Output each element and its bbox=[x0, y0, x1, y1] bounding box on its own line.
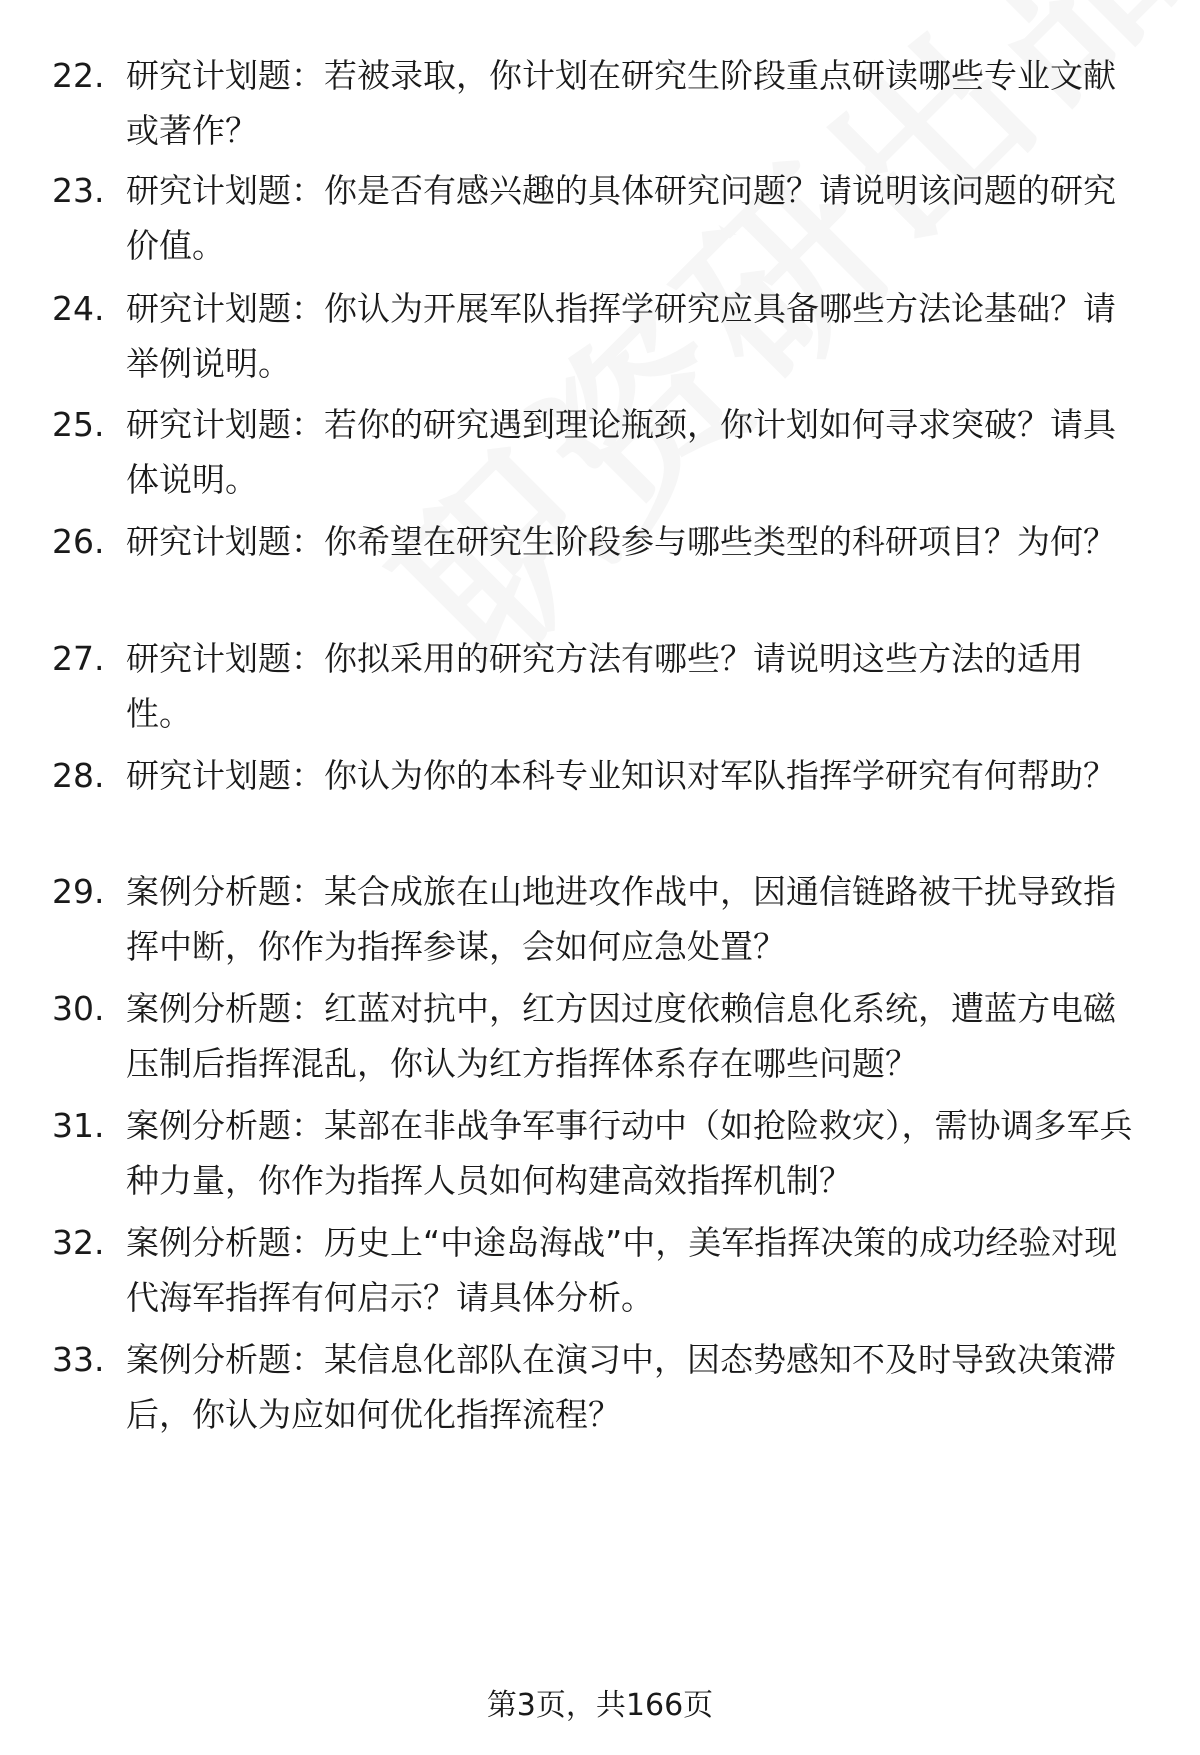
question-number: 22. bbox=[52, 56, 105, 95]
question-text: 案例分析题：红蓝对抗中，红方因过度依赖信息化系统，遭蓝方电磁压制后指挥混乱，你认为红方指挥体系存在哪些问题？ bbox=[126, 989, 1116, 1083]
question-text: 案例分析题：某部在非战争军事行动中（如抢险救灾），需协调多军兵种力量，你作为指挥人员如何构建高效指挥机制？ bbox=[126, 1106, 1133, 1200]
question-25 bbox=[52, 397, 1147, 507]
question-number: 30. bbox=[52, 989, 105, 1028]
question-text: 研究计划题：你认为开展军队指挥学研究应具备哪些方法论基础？请举例说明。 bbox=[126, 289, 1116, 383]
question-text: 研究计划题：若被录取，你计划在研究生阶段重点研读哪些专业文献或著作？ bbox=[126, 56, 1116, 150]
question-22 bbox=[52, 48, 1147, 158]
page-number: 第3页，共166页 bbox=[486, 1688, 714, 1723]
question-number: 27. bbox=[52, 639, 105, 678]
question-30 bbox=[52, 981, 1147, 1091]
question-number: 31. bbox=[52, 1106, 105, 1145]
question-29 bbox=[52, 864, 1147, 974]
question-text: 案例分析题：某合成旅在山地进攻作战中，因通信链路被干扰导致指挥中断，你作为指挥参谋，会如何应急处置？ bbox=[126, 872, 1116, 966]
question-text: 研究计划题：你拟采用的研究方法有哪些？请说明这些方法的适用性。 bbox=[126, 639, 1083, 733]
question-number: 32. bbox=[52, 1223, 105, 1262]
question-31 bbox=[52, 1098, 1147, 1208]
question-33 bbox=[52, 1332, 1147, 1442]
question-23 bbox=[52, 163, 1147, 273]
question-number: 24. bbox=[52, 289, 105, 328]
question-number: 25. bbox=[52, 405, 105, 444]
question-text: 研究计划题：你认为你的本科专业知识对军队指挥学研究有何帮助？ bbox=[126, 756, 1116, 795]
question-26 bbox=[52, 514, 1147, 569]
page-footer bbox=[0, 1680, 1200, 1724]
question-text: 研究计划题：你是否有感兴趣的具体研究问题？请说明该问题的研究价值。 bbox=[126, 171, 1116, 265]
question-number: 23. bbox=[52, 171, 105, 210]
question-text: 案例分析题：某信息化部队在演习中，因态势感知不及时导致决策滞后，你认为应如何优化指挥流程？ bbox=[126, 1340, 1116, 1434]
question-text: 研究计划题：若你的研究遇到理论瓶颈，你计划如何寻求突破？请具体说明。 bbox=[126, 405, 1116, 499]
question-24 bbox=[52, 281, 1147, 391]
question-number: 26. bbox=[52, 522, 105, 561]
question-number: 28. bbox=[52, 756, 105, 795]
question-text: 案例分析题：历史上“中途岛海战”中，美军指挥决策的成功经验对现代海军指挥有何启示？请具体分析。 bbox=[126, 1223, 1118, 1317]
question-27 bbox=[52, 631, 1147, 741]
question-number: 29. bbox=[52, 872, 105, 911]
question-32 bbox=[52, 1215, 1147, 1325]
question-number: 33. bbox=[52, 1340, 105, 1379]
question-text: 研究计划题：你希望在研究生阶段参与哪些类型的科研项目？为何？ bbox=[126, 522, 1116, 561]
question-28 bbox=[52, 748, 1147, 803]
